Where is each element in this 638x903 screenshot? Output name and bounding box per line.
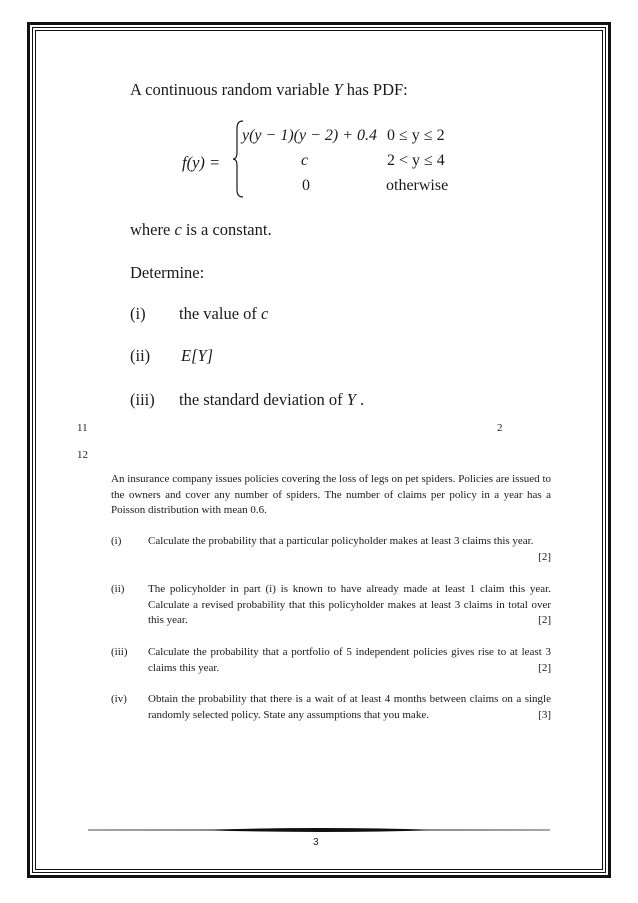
q11-part-2-number: (ii) (130, 346, 151, 365)
q12-part-3-number: (iii) (111, 646, 128, 658)
pdf-case-2-expression: c (301, 152, 309, 169)
q12-part-4-number: (iv) (111, 693, 127, 705)
q11-part-3-text: the standard deviation of Y . (179, 390, 365, 409)
q12-part-3-text: Calculate the probability that a portfolio of 5 independent policies gives rise to at least 3 claims this year. (148, 646, 551, 674)
pdf-case-1-expression: y(y − 1)(y − 2) + 0.4 (242, 127, 378, 144)
q11-determine: Determine: (130, 263, 205, 282)
pdf-case-3-condition: otherwise (386, 177, 449, 194)
q12-part-1-marks: [2] (538, 551, 551, 563)
page-number: 3 (313, 837, 319, 848)
q12-question-number: 12 (77, 449, 88, 461)
q12-intro: An insurance company issues policies covering the loss of legs on pet spiders. Policies are issued to the owners and cover any number of spiders. The number of claims per policy in a year has a Poisson distribution with mean 0.6. (111, 473, 551, 516)
q11-part-1-text: the value of c (179, 304, 269, 323)
q12-part-2-marks: [2] (538, 614, 551, 626)
q11-where-clause: where c is a constant. (130, 220, 272, 239)
q12-part-3-marks: [2] (538, 662, 551, 674)
q11-question-number: 11 (77, 422, 88, 434)
q12-part-1-text: Calculate the probability that a particular policyholder makes at least 3 claims this year. (148, 535, 534, 547)
pdf-case-2-condition: 2 < y ≤ 4 (387, 152, 445, 169)
q12-part-4-marks: [3] (538, 709, 551, 721)
q12-part-2-number: (ii) (111, 583, 125, 595)
q12-part-1-number: (i) (111, 535, 122, 547)
q11-part-1-number: (i) (130, 304, 146, 323)
pdf-case-1-condition: 0 ≤ y ≤ 2 (387, 127, 445, 144)
pdf-function-label: f(y) = (182, 153, 221, 172)
q11-part-2-text: E[Y] (181, 346, 214, 365)
page-border-inner (35, 30, 603, 870)
q11-marks: 2 (497, 422, 503, 434)
q11-part-3-number: (iii) (130, 390, 155, 409)
q12-part-4-text: Obtain the probability that there is a wait of at least 4 months between claims on a single randomly selected policy. State any assumptions that you make. (148, 693, 551, 721)
pdf-case-3-expression: 0 (302, 177, 310, 194)
q11-intro: A continuous random variable Y has PDF: (130, 80, 408, 99)
footer-divider (88, 826, 550, 834)
q12-part-2-text: The policyholder in part (i) is known to have already made at least 1 claim this year. Calculate a revised probability that this policyholder makes at least 3 claims in total over this year. (148, 583, 551, 626)
